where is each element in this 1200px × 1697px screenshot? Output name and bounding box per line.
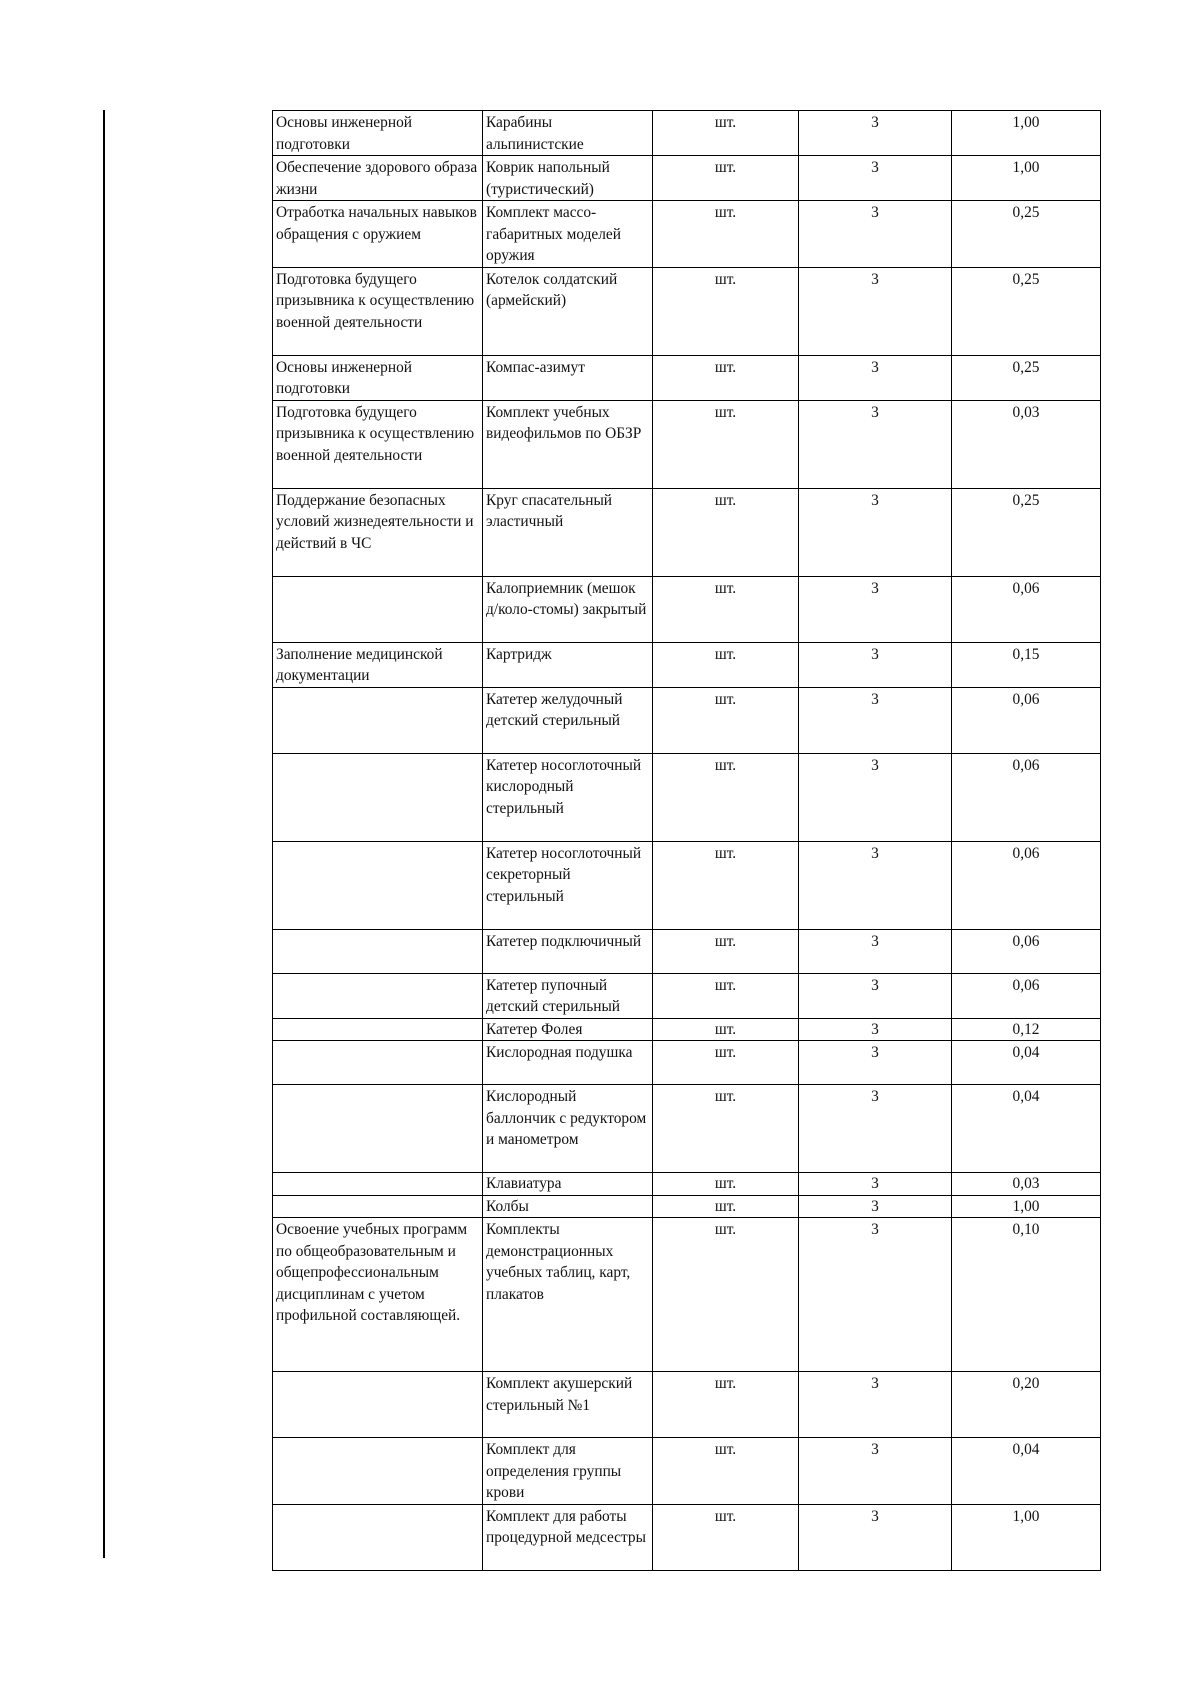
value-cell: 0,06 <box>952 973 1101 1018</box>
unit-cell: шт. <box>653 642 799 687</box>
quantity-cell: 3 <box>799 1218 952 1372</box>
table-row <box>273 576 1101 642</box>
table-row <box>273 841 1101 929</box>
table-row <box>273 1173 1101 1196</box>
value-cell: 0,04 <box>952 1438 1101 1505</box>
unit-cell: шт. <box>653 156 799 201</box>
item-name-cell: Колбы <box>483 1195 653 1218</box>
table-row <box>273 1218 1101 1372</box>
value-cell: 0,12 <box>952 1018 1101 1041</box>
section-cell <box>273 1173 483 1196</box>
table-row <box>273 201 1101 268</box>
value-cell: 1,00 <box>952 156 1101 201</box>
table-row <box>273 156 1101 201</box>
value-cell: 0,06 <box>952 576 1101 642</box>
table-row <box>273 753 1101 841</box>
unit-cell: шт. <box>653 687 799 753</box>
value-cell: 0,25 <box>952 488 1101 576</box>
table-row <box>273 1195 1101 1218</box>
quantity-cell: 3 <box>799 1041 952 1085</box>
section-cell: Поддержание безопасных условий жизнедеятельности и действий в ЧС <box>273 488 483 576</box>
value-cell: 0,04 <box>952 1085 1101 1173</box>
value-cell: 0,06 <box>952 687 1101 753</box>
quantity-cell: 3 <box>799 576 952 642</box>
quantity-cell: 3 <box>799 156 952 201</box>
item-name-cell: Комплект массо-габаритных моделей оружия <box>483 201 653 268</box>
quantity-cell: 3 <box>799 1173 952 1196</box>
section-cell <box>273 576 483 642</box>
item-name-cell: Катетер носоглоточный кислородный стерильный <box>483 753 653 841</box>
section-cell <box>273 753 483 841</box>
unit-cell: шт. <box>653 1218 799 1372</box>
equipment-table <box>272 110 1101 1571</box>
table-row <box>273 1041 1101 1085</box>
page-margin-rule <box>103 110 105 1558</box>
quantity-cell: 3 <box>799 642 952 687</box>
section-cell: Подготовка будущего призывника к осуществлению военной деятельности <box>273 400 483 488</box>
section-cell <box>273 1041 483 1085</box>
value-cell: 0,25 <box>952 201 1101 268</box>
table-row <box>273 1438 1101 1505</box>
value-cell: 0,25 <box>952 267 1101 355</box>
quantity-cell: 3 <box>799 111 952 156</box>
item-name-cell: Карабины альпинистские <box>483 111 653 156</box>
item-name-cell: Комплекты демонстрационных учебных таблиц, карт, плакатов <box>483 1218 653 1372</box>
unit-cell: шт. <box>653 1085 799 1173</box>
value-cell: 1,00 <box>952 1504 1101 1570</box>
quantity-cell: 3 <box>799 1018 952 1041</box>
item-name-cell: Комплект учебных видеофильмов по ОБЗР <box>483 400 653 488</box>
unit-cell: шт. <box>653 267 799 355</box>
unit-cell: шт. <box>653 355 799 400</box>
item-name-cell: Круг спасательный эластичный <box>483 488 653 576</box>
quantity-cell: 3 <box>799 1438 952 1505</box>
table-row <box>273 488 1101 576</box>
unit-cell: шт. <box>653 111 799 156</box>
value-cell: 0,03 <box>952 400 1101 488</box>
table-row <box>273 1018 1101 1041</box>
value-cell: 0,06 <box>952 841 1101 929</box>
unit-cell: шт. <box>653 201 799 268</box>
item-name-cell: Катетер подключичный <box>483 929 653 973</box>
quantity-cell: 3 <box>799 488 952 576</box>
unit-cell: шт. <box>653 753 799 841</box>
section-cell: Отработка начальных навыков обращения с оружием <box>273 201 483 268</box>
value-cell: 0,15 <box>952 642 1101 687</box>
section-cell <box>273 1018 483 1041</box>
quantity-cell: 3 <box>799 400 952 488</box>
unit-cell: шт. <box>653 1504 799 1570</box>
section-cell: Основы инженерной подготовки <box>273 111 483 156</box>
value-cell: 0,06 <box>952 929 1101 973</box>
section-cell <box>273 1085 483 1173</box>
item-name-cell: Катетер пупочный детский стерильный <box>483 973 653 1018</box>
table-row <box>273 1372 1101 1438</box>
quantity-cell: 3 <box>799 267 952 355</box>
table-row <box>273 929 1101 973</box>
value-cell: 1,00 <box>952 111 1101 156</box>
item-name-cell: Катетер носоглоточный секреторный стерильный <box>483 841 653 929</box>
section-cell <box>273 1438 483 1505</box>
unit-cell: шт. <box>653 1195 799 1218</box>
unit-cell: шт. <box>653 973 799 1018</box>
unit-cell: шт. <box>653 841 799 929</box>
unit-cell: шт. <box>653 576 799 642</box>
value-cell: 0,04 <box>952 1041 1101 1085</box>
section-cell: Основы инженерной подготовки <box>273 355 483 400</box>
section-cell: Подготовка будущего призывника к осуществлению военной деятельности <box>273 267 483 355</box>
item-name-cell: Коврик напольный (туристический) <box>483 156 653 201</box>
section-cell <box>273 687 483 753</box>
value-cell: 0,03 <box>952 1173 1101 1196</box>
quantity-cell: 3 <box>799 355 952 400</box>
value-cell: 0,10 <box>952 1218 1101 1372</box>
item-name-cell: Комплект для работы процедурной медсестры <box>483 1504 653 1570</box>
quantity-cell: 3 <box>799 1372 952 1438</box>
item-name-cell: Клавиатура <box>483 1173 653 1196</box>
quantity-cell: 3 <box>799 929 952 973</box>
table-row <box>273 973 1101 1018</box>
section-cell <box>273 1195 483 1218</box>
quantity-cell: 3 <box>799 687 952 753</box>
unit-cell: шт. <box>653 1173 799 1196</box>
section-cell <box>273 1372 483 1438</box>
table-row <box>273 111 1101 156</box>
table-row <box>273 1085 1101 1173</box>
quantity-cell: 3 <box>799 1085 952 1173</box>
table-row <box>273 1504 1101 1570</box>
item-name-cell: Комплект акушерский стерильный №1 <box>483 1372 653 1438</box>
item-name-cell: Котелок солдатский (армейский) <box>483 267 653 355</box>
item-name-cell: Кислородная подушка <box>483 1041 653 1085</box>
quantity-cell: 3 <box>799 841 952 929</box>
section-cell: Освоение учебных программ по общеобразовательным и общепрофессиональным дисциплинам с учетом профильной составляющей. <box>273 1218 483 1372</box>
value-cell: 1,00 <box>952 1195 1101 1218</box>
item-name-cell: Комплект для определения группы крови <box>483 1438 653 1505</box>
section-cell <box>273 973 483 1018</box>
item-name-cell: Картридж <box>483 642 653 687</box>
item-name-cell: Катетер Фолея <box>483 1018 653 1041</box>
value-cell: 0,06 <box>952 753 1101 841</box>
unit-cell: шт. <box>653 1018 799 1041</box>
section-cell: Обеспечение здорового образа жизни <box>273 156 483 201</box>
item-name-cell: Калоприемник (мешок д/коло-стомы) закрытый <box>483 576 653 642</box>
quantity-cell: 3 <box>799 1504 952 1570</box>
unit-cell: шт. <box>653 1372 799 1438</box>
table-row <box>273 355 1101 400</box>
table-row <box>273 400 1101 488</box>
quantity-cell: 3 <box>799 1195 952 1218</box>
item-name-cell: Кислородный баллончик с редуктором и манометром <box>483 1085 653 1173</box>
quantity-cell: 3 <box>799 973 952 1018</box>
unit-cell: шт. <box>653 929 799 973</box>
section-cell: Заполнение медицинской документации <box>273 642 483 687</box>
section-cell <box>273 1504 483 1570</box>
quantity-cell: 3 <box>799 753 952 841</box>
item-name-cell: Компас-азимут <box>483 355 653 400</box>
table-row <box>273 642 1101 687</box>
unit-cell: шт. <box>653 1438 799 1505</box>
item-name-cell: Катетер желудочный детский стерильный <box>483 687 653 753</box>
value-cell: 0,20 <box>952 1372 1101 1438</box>
value-cell: 0,25 <box>952 355 1101 400</box>
section-cell <box>273 841 483 929</box>
unit-cell: шт. <box>653 488 799 576</box>
quantity-cell: 3 <box>799 201 952 268</box>
section-cell <box>273 929 483 973</box>
table-row <box>273 267 1101 355</box>
unit-cell: шт. <box>653 400 799 488</box>
table-row <box>273 687 1101 753</box>
unit-cell: шт. <box>653 1041 799 1085</box>
